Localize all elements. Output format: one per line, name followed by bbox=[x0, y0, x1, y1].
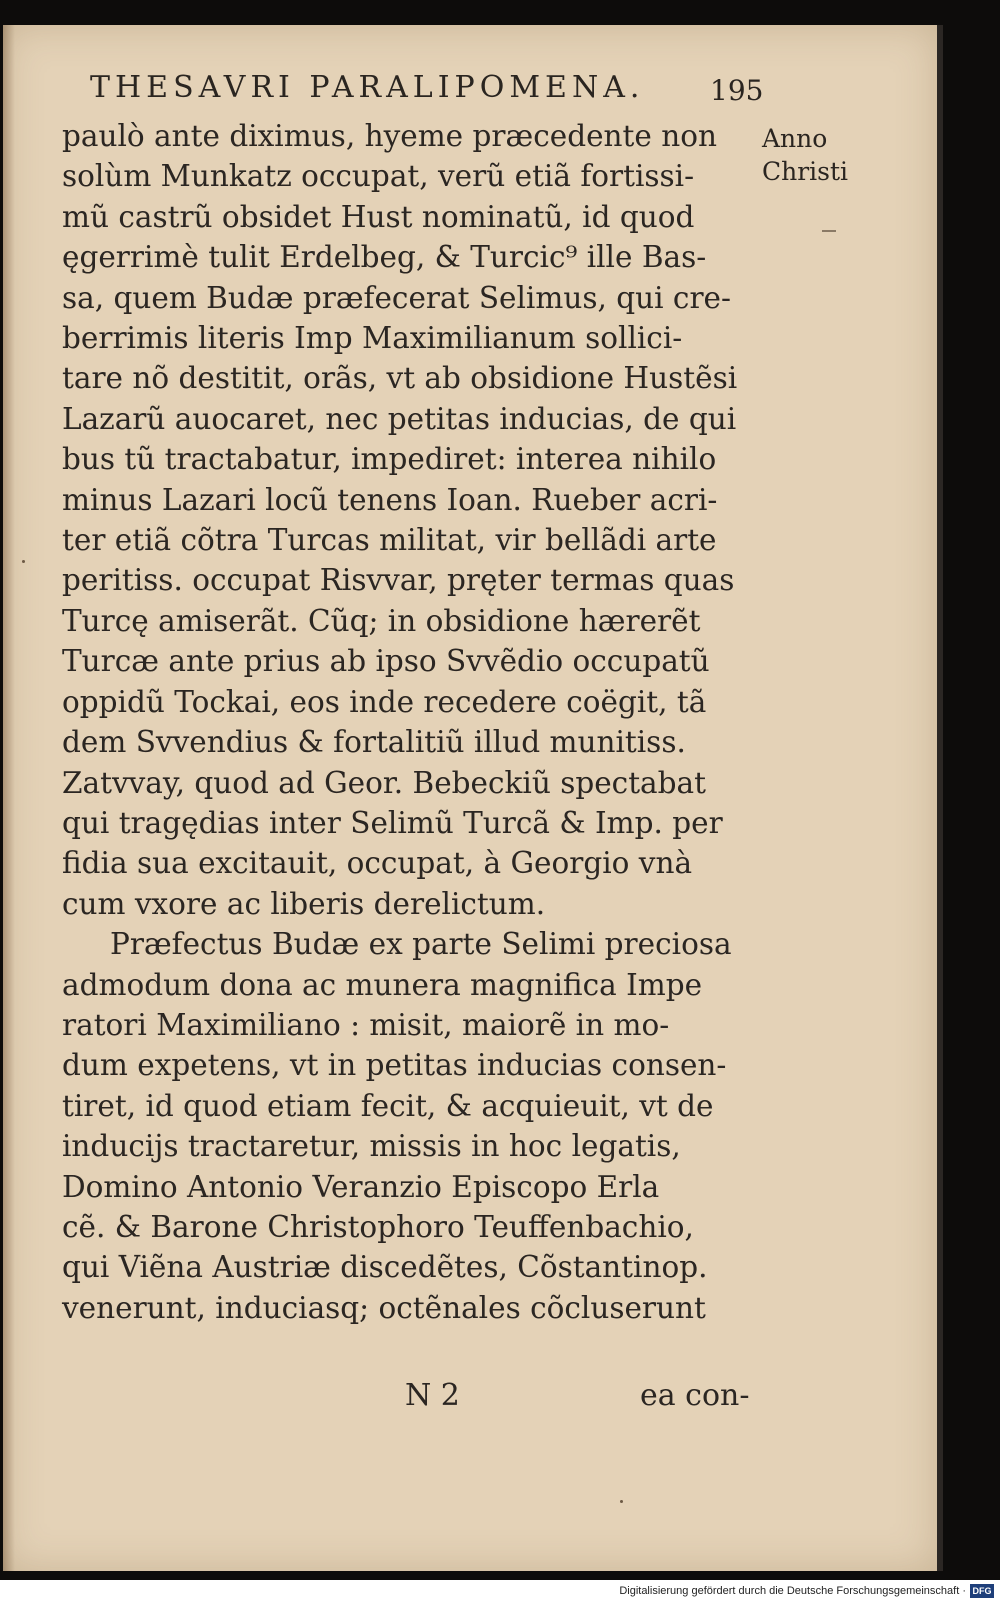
text-line: dem Svvendius & fortalitiũ illud munitiss. bbox=[62, 725, 686, 760]
page-edge bbox=[937, 25, 943, 1571]
spine-shadow bbox=[3, 25, 15, 1571]
text-line: dum expetens, vt in petitas inducias consen- bbox=[62, 1048, 727, 1083]
catchword: ea con- bbox=[640, 1378, 750, 1413]
text-line: Domino Antonio Veranzio Episcopo Erla bbox=[62, 1169, 660, 1204]
text-line: qui tragędias inter Selimũ Turcã & Imp. per bbox=[62, 805, 723, 840]
text-line: sa, quem Budæ præfecerat Selimus, qui cre- bbox=[62, 280, 731, 315]
text-line: tare nõ destitit, orãs, vt ab obsidione Hustẽsi bbox=[62, 361, 738, 396]
text-line: minus Lazari locũ tenens Ioan. Rueber acri- bbox=[62, 482, 718, 517]
footer-bar bbox=[0, 1580, 1000, 1603]
text-line: qui Viẽna Austriæ discedẽtes, Cõstantinop. bbox=[62, 1250, 708, 1285]
text-line: solùm Munkatz occupat, verũ etiã fortissi- bbox=[62, 159, 695, 194]
running-title: THESAVRI PARALIPOMENA. bbox=[90, 70, 645, 105]
text-line: berrimis literis Imp Maximilianum sollici- bbox=[62, 321, 683, 356]
text-line: admodum dona ac munera magnifica Impe bbox=[62, 967, 703, 1002]
funding-credit: Digitalisierung gefördert durch die Deutsche Forschungsgemeinschaft · bbox=[619, 1585, 966, 1597]
text-line: peritiss. occupat Risvvar, pręter termas quas bbox=[62, 563, 735, 598]
signature-mark: N 2 bbox=[405, 1378, 460, 1413]
page-number: 195 bbox=[710, 74, 764, 107]
text-line: Lazarũ auocaret, nec petitas inducias, de qui bbox=[62, 401, 737, 436]
text-line: fidia sua excitauit, occupat, à Georgio vnà bbox=[62, 846, 693, 881]
text-line: cẽ. & Barone Christophoro Teuffenbachio, bbox=[62, 1209, 694, 1244]
text-line: paulò ante diximus, hyeme præcedente non bbox=[62, 119, 717, 153]
paper-speck bbox=[620, 1500, 623, 1503]
text-line: Zatvvay, quod ad Geor. Bebeckiũ spectabat bbox=[62, 765, 706, 800]
paper-speck bbox=[22, 560, 25, 563]
margin-note-line: Christi bbox=[762, 157, 849, 186]
text-line: venerunt, induciasq; octẽnales cõcluserunt bbox=[62, 1290, 706, 1325]
text-line: bus tũ tractabatur, impediret: interea nihilo bbox=[62, 442, 717, 477]
body-text bbox=[62, 116, 762, 1328]
text-line: inducijs tractaretur, missis in hoc legatis, bbox=[62, 1129, 681, 1164]
margin-note-line: Anno bbox=[762, 124, 828, 153]
text-line: cum vxore ac liberis derelictum. bbox=[62, 886, 546, 921]
text-line-paragraph-start: Præfectus Budæ ex parte Selimi preciosa bbox=[110, 927, 732, 962]
text-line: Turcæ ante prius ab ipso Svvẽdio occupatũ bbox=[62, 644, 710, 679]
text-line: Turcę amiserãt. Cũq; in obsidione hærerẽt bbox=[62, 603, 701, 638]
margin-note bbox=[762, 122, 862, 188]
dfg-logo-icon: DFG bbox=[970, 1584, 994, 1598]
text-line: oppidũ Tockai, eos inde recedere coëgit, tã bbox=[62, 684, 707, 719]
text-line: ratori Maximiliano : misit, maiorẽ in mo- bbox=[62, 1007, 670, 1042]
text-line: ęgerrimè tulit Erdelbeg, & Turcic⁹ ille Bas- bbox=[62, 240, 707, 275]
text-line: tiret, id quod etiam fecit, & acquieuit, vt de bbox=[62, 1088, 714, 1123]
text-line: ter etiã cõtra Turcas militat, vir bellãdi arte bbox=[62, 523, 717, 558]
text-line: mũ castrũ obsidet Hust nominatũ, id quod bbox=[62, 199, 695, 234]
margin-dash bbox=[822, 230, 836, 232]
